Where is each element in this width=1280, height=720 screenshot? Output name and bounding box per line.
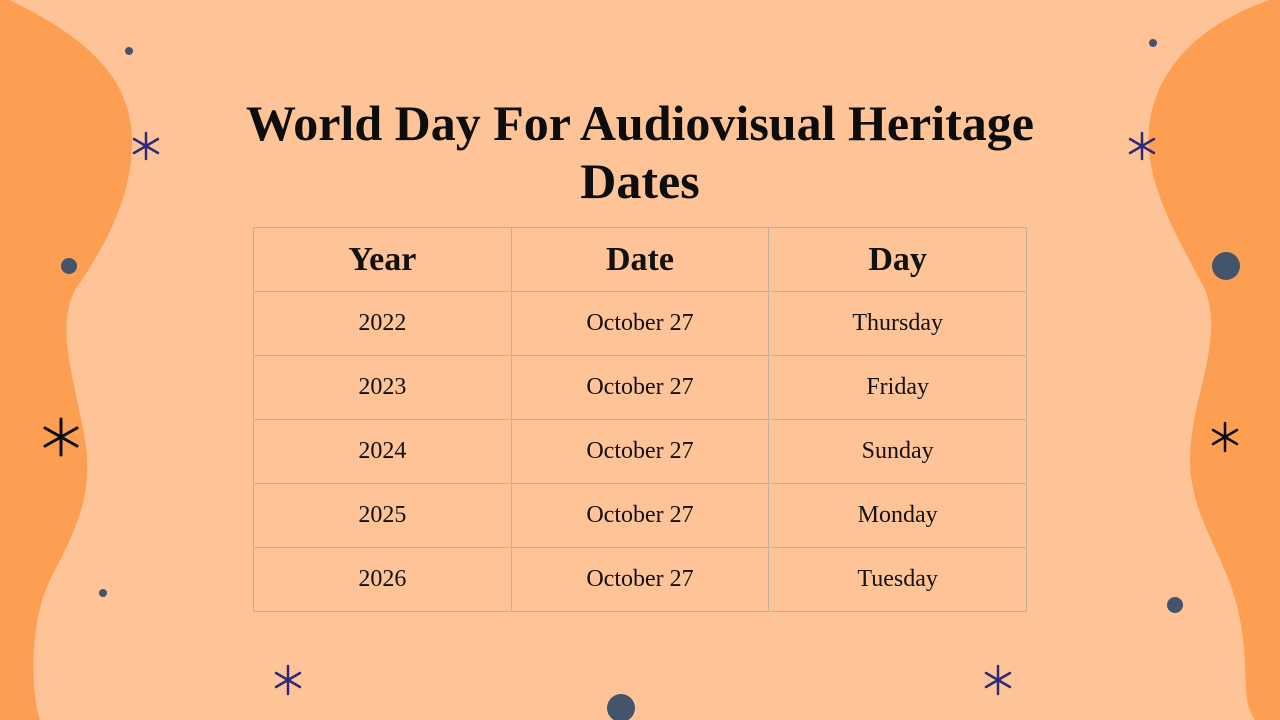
- day-cell: Sunday: [769, 420, 1027, 484]
- header-year: Year: [254, 228, 512, 292]
- dot: [61, 258, 77, 274]
- dot: [1212, 252, 1240, 280]
- day-cell: Tuesday: [769, 548, 1027, 612]
- date-cell: October 27: [511, 292, 769, 356]
- dates-table: [253, 227, 1027, 612]
- sparkle-star-icon: [986, 666, 1010, 694]
- header-day: Day: [769, 228, 1027, 292]
- year-cell: 2022: [254, 292, 512, 356]
- table-row: [254, 356, 1027, 420]
- year-cell: 2024: [254, 420, 512, 484]
- dot: [99, 589, 107, 597]
- table-row: [254, 484, 1027, 548]
- year-cell: 2025: [254, 484, 512, 548]
- table-row: [254, 420, 1027, 484]
- day-cell: Friday: [769, 356, 1027, 420]
- header-date: Date: [511, 228, 769, 292]
- sparkle-star-icon: [134, 133, 158, 159]
- year-cell: 2023: [254, 356, 512, 420]
- table-row: [254, 548, 1027, 612]
- date-cell: October 27: [511, 548, 769, 612]
- dot: [1167, 597, 1183, 613]
- sparkle-star-icon: [276, 666, 300, 694]
- right-blob-shape: [1148, 0, 1280, 720]
- day-cell: Thursday: [769, 292, 1027, 356]
- date-cell: October 27: [511, 484, 769, 548]
- date-cell: October 27: [511, 420, 769, 484]
- day-cell: Monday: [769, 484, 1027, 548]
- slide-title: World Day For Audiovisual Heritage Dates: [246, 95, 1034, 209]
- left-blob-shape: [0, 0, 132, 720]
- date-cell: October 27: [511, 356, 769, 420]
- table-row: [254, 292, 1027, 356]
- dot: [607, 694, 635, 720]
- dot: [125, 47, 133, 55]
- year-cell: 2026: [254, 548, 512, 612]
- dot: [1149, 39, 1157, 47]
- table-header-row: [254, 228, 1027, 292]
